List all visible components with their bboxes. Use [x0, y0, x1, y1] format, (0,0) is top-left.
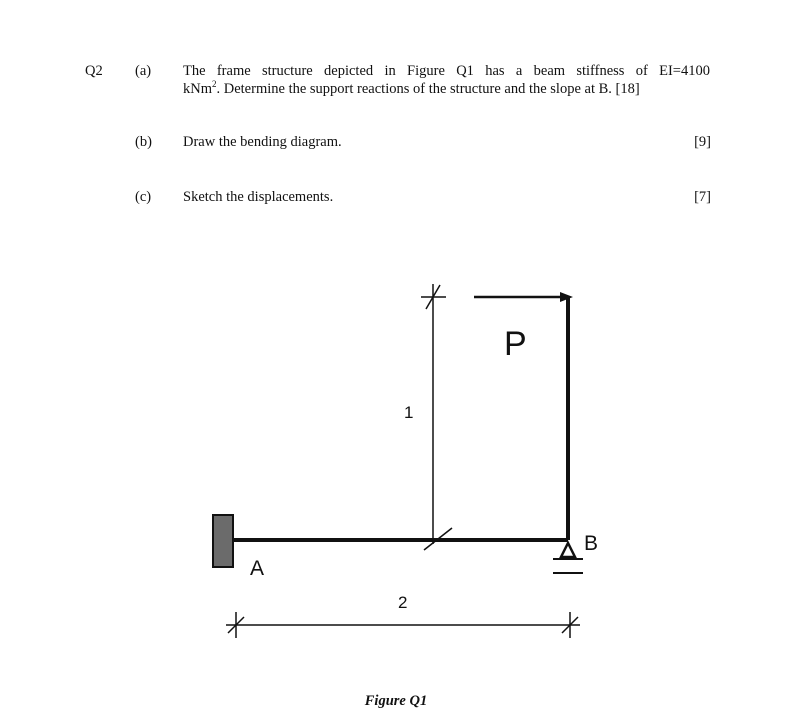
- part-a-text-line2-rest: . Determine the support reactions of the structure and the slope at B. [18]: [216, 81, 640, 97]
- part-b-label: (b): [135, 134, 152, 150]
- span-dimension-label: 2: [398, 593, 408, 612]
- support-a-label: A: [250, 557, 265, 580]
- part-b-marks: [9]: [694, 134, 711, 150]
- pin-support-b: [553, 543, 583, 573]
- part-b-text: Draw the bending diagram.: [183, 134, 342, 150]
- part-a-text-line1: The frame structure depicted in Figure Q1 has a beam stiffness of EI=4100: [183, 63, 710, 79]
- part-c-label: (c): [135, 189, 152, 205]
- support-b-label: B: [584, 532, 599, 555]
- span-dimension: [226, 612, 580, 638]
- height-dimension: [421, 284, 452, 550]
- part-c-marks: [7]: [694, 189, 711, 205]
- fixed-support-a: [213, 515, 233, 567]
- question-number: Q2: [85, 63, 103, 79]
- part-a-unit: kNm: [183, 81, 212, 97]
- load-label: P: [504, 325, 527, 363]
- part-c-text: Sketch the displacements.: [183, 189, 334, 205]
- load-arrow-p: [474, 292, 573, 302]
- height-dimension-label: 1: [404, 403, 414, 422]
- figure-caption: Figure Q1: [364, 693, 428, 709]
- part-a-unit-exponent: 2: [212, 79, 217, 90]
- part-a-label: (a): [135, 63, 152, 79]
